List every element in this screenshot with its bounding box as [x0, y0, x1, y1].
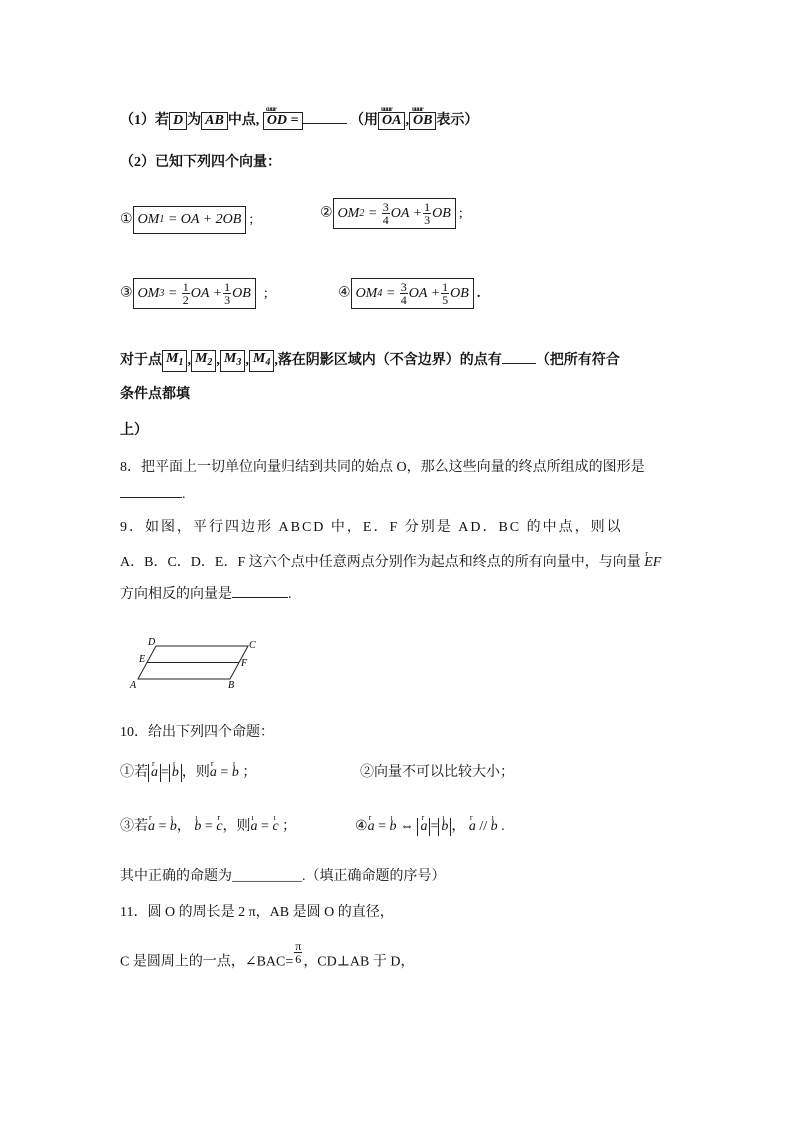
- pi-over-six: $\frac{\pi}{6}$: [295, 939, 302, 966]
- prop4-prefix: ④: [355, 819, 368, 834]
- point-m4-box: $M_4$: [249, 350, 274, 372]
- vector-item-4: [338, 278, 480, 309]
- ob-vector-box: uuur OB: [409, 112, 436, 130]
- label-d: D: [148, 637, 156, 648]
- ef-vector: r EF: [644, 552, 661, 574]
- q10-title: 10．给出下列四个命题：: [120, 725, 274, 740]
- part1-prefix: （1）若: [120, 113, 169, 128]
- use-text: （用: [350, 113, 379, 128]
- label-c: C: [249, 640, 256, 651]
- vector-item-3: [120, 278, 268, 309]
- vector-item-1: [120, 206, 253, 234]
- part2-label: （2）已知下列四个向量：: [120, 155, 281, 170]
- q9-line2-text: A．B．C．D．E．F 这六个点中任意两点分别作为起点和终点的所有向量中，与向量: [120, 555, 641, 570]
- vec-b: ı b: [389, 816, 396, 838]
- label-f: F: [241, 658, 248, 669]
- q9-line3-text: 方向相反的向量是: [120, 587, 232, 602]
- item-tail: ;: [458, 205, 463, 221]
- prop4-end: .: [501, 819, 505, 834]
- vec-b: ı b: [232, 762, 239, 784]
- q8-answer-blank[interactable]: [120, 497, 182, 498]
- q10-answer-line: 其中正确的命题为__________.（填正确命题的序号）: [120, 869, 446, 884]
- q11-line1: 11．圆 O 的周长是 2 π，AB 是圆 O 的直径，: [120, 905, 394, 920]
- part1-line: [120, 104, 479, 132]
- shade-suffix: ,落在阴影区域内（不含边界）的点有: [274, 353, 502, 369]
- express-text: 表示）: [436, 113, 479, 128]
- vec-a: r a: [368, 816, 375, 838]
- q8-end: .: [182, 487, 186, 502]
- q11-prefix: C 是圆周上的一点，∠BAC=: [120, 954, 294, 970]
- item-tail: ;: [249, 212, 254, 228]
- prop3-then: ，则: [222, 819, 251, 834]
- shade-question-line1: 对于点 $M_1$ , $M_2$ , $M_3$ , $M_4$ ,落在阴影区域内（不含边界）的点有 （把所有符合: [120, 350, 620, 372]
- q11-suffix: ，CD⊥AB 于 D，: [303, 954, 415, 970]
- vector-item-2: [320, 198, 463, 229]
- item-number: ④: [338, 285, 351, 301]
- label-e: E: [139, 654, 146, 665]
- item-number: ③: [120, 285, 133, 301]
- vec-a: r a: [469, 816, 476, 838]
- shade-question-line2: 条件点都填: [120, 387, 190, 402]
- vec-a: ı a: [251, 816, 258, 838]
- item-number: ①: [120, 212, 133, 228]
- vec-a: r a: [210, 762, 217, 784]
- point-d-box: D: [169, 112, 187, 130]
- q9-line3: [120, 584, 292, 606]
- point-m2-box: $M_2$: [191, 350, 216, 372]
- item-number: ②: [320, 205, 333, 221]
- oa-vector-box: uuur OA: [378, 112, 405, 130]
- point-m3-box: $M_3$: [220, 350, 245, 372]
- abs-a: r a: [417, 818, 430, 836]
- q9-line2: [120, 552, 661, 574]
- part1-answer-blank[interactable]: [303, 123, 347, 124]
- vector-1-formula: OM 1 = OA + 2OB: [133, 206, 247, 234]
- prop3-comma: ，: [176, 819, 191, 834]
- comma-text: ,: [405, 113, 409, 128]
- q10-prop1: ①若r a =ı b ，则r a = ı b ；: [120, 762, 256, 784]
- shade-paren: （把所有符合: [535, 353, 620, 369]
- item-tail: .: [476, 285, 481, 301]
- shade-question-line3: 上）: [120, 423, 148, 438]
- shade-prefix: 对于点: [120, 353, 162, 369]
- abs-b: ı b: [169, 764, 182, 782]
- vec-b: ı b: [170, 816, 177, 838]
- vec-c: ı c: [272, 816, 278, 838]
- q10-prop3: ③若r a = ı b， ı b = r c，则ı a = ı c ；: [120, 816, 296, 838]
- q8-line1: 8．把平面上一切单位向量归结到共同的始点 O，那么这些向量的终点所组成的图形是: [120, 460, 645, 475]
- od-vector-box: cuur OD =: [263, 112, 303, 130]
- vector-2-formula: OM 2 = $\frac{3}{4}$ OA + $\frac{1}{3}$ OB: [333, 198, 456, 229]
- vector-4-formula: OM 4 = $\frac{3}{4}$ OA + $\frac{1}{5}$ OB: [351, 278, 474, 309]
- prop1-then: ，则: [181, 765, 210, 780]
- point-m1-box: $M_1$: [162, 350, 187, 372]
- q9-end: .: [288, 587, 292, 602]
- q11-line2: [120, 939, 415, 975]
- wei-text: 为: [187, 113, 202, 128]
- vec-c: r c: [216, 816, 222, 838]
- item-tail: ;: [263, 285, 268, 301]
- parallelogram-figure: [128, 636, 264, 692]
- abs-b: ı b: [438, 818, 451, 836]
- vector-3-formula: OM 3 = $\frac{1}{2}$ OA + $\frac{1}{3}$ OB: [133, 278, 256, 309]
- q9-line1: 9．如图，平行四边形 ABCD 中，E．F 分别是 AD．BC 的中点，则以: [120, 520, 623, 535]
- prop1-end: ；: [242, 765, 257, 780]
- q10-prop2: ②向量不可以比较大小；: [360, 765, 514, 780]
- label-b: B: [228, 680, 235, 691]
- midpoint-text: 中点,: [227, 113, 260, 128]
- vec-b: ı b: [194, 816, 201, 838]
- abs-a: r a: [148, 764, 161, 782]
- q10-prop4: ④r a = ı b ⇔ r a =ı b ， r a // ı b .: [355, 816, 505, 838]
- prop3-end: ；: [282, 819, 297, 834]
- prop3-prefix: ③若: [120, 819, 148, 834]
- label-a: A: [130, 680, 137, 691]
- shade-answer-blank[interactable]: [502, 363, 536, 364]
- q9-answer-blank[interactable]: [232, 597, 288, 598]
- vec-b: ı b: [491, 816, 498, 838]
- segment-ab-box: AB: [201, 112, 228, 130]
- vec-a: r a: [148, 816, 155, 838]
- prop1-prefix: ①若: [120, 765, 148, 780]
- q8-line2: [120, 484, 186, 506]
